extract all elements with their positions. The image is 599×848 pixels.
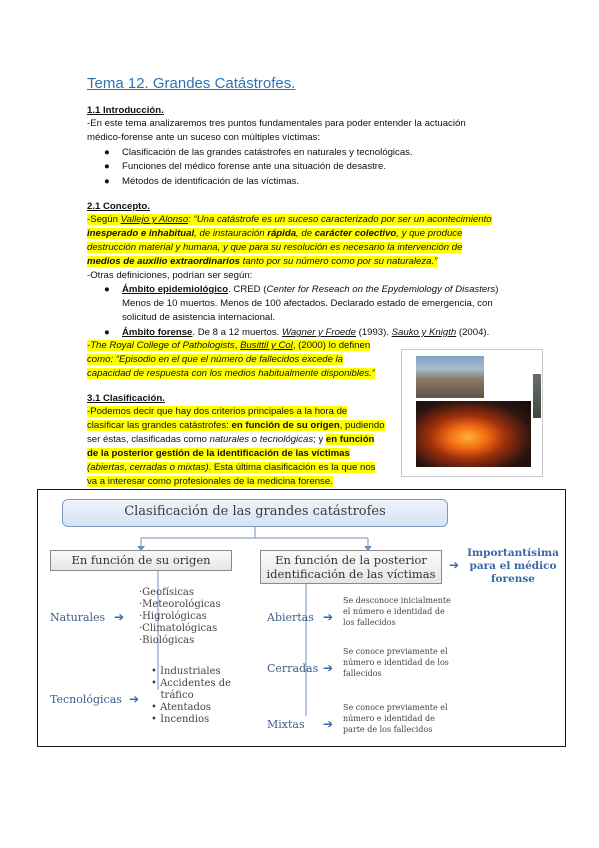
abiertas-label: Abiertas (267, 611, 314, 624)
author-citation: Sauko y Knigth (391, 327, 457, 338)
section-1-heading: 1.1 Introducción. (87, 105, 164, 116)
bullet-icon: ● (104, 161, 110, 172)
section-1-bullet: Clasificación de las grandes catástrofes en naturales y tecnológicas. (122, 147, 413, 158)
abiertas-description-line: los fallecidos (343, 618, 396, 627)
bullet-icon: ● (104, 327, 110, 338)
bullet-icon: ● (104, 147, 110, 158)
arrow-right-icon: ➔ (323, 610, 334, 624)
epidemiological-line3: solicitud de asistencia internacional. (122, 312, 276, 323)
section-1-paragraph-line2: médico-forense ante un suceso con múltiples víctimas: (87, 132, 321, 143)
naturales-item: ·Biológicas (139, 635, 195, 646)
naturales-item: ·Meteorológicas (139, 599, 221, 610)
mixtas-label: Mixtas (267, 718, 305, 731)
classification-line2 (87, 419, 385, 434)
section-3-heading: 3.1 Clasificación. (87, 393, 165, 404)
author-citation: Vallejo y Alonso (120, 214, 189, 225)
arrow-right-icon: ➔ (323, 717, 334, 731)
tecnologicas-item: • Accidentes de (151, 678, 232, 689)
classification-text: , pudiendo (339, 420, 385, 431)
classification-text: va a interesar como profesionales de la medicina forense. (87, 476, 333, 487)
definition-line3 (87, 241, 462, 256)
tecnologicas-item: • Incendios (151, 714, 210, 725)
author-citation: Busittil y Col (240, 340, 293, 351)
definition-keyword: medios de auxilio extraordinarios (87, 256, 241, 267)
mixtas-description-line: parte de los fallecidos (343, 725, 433, 734)
arrow-right-icon: ➔ (114, 610, 125, 624)
classification-text: ser éstas, clasificadas como (87, 434, 210, 445)
abiertas-description-line: el número e identidad de (343, 607, 445, 616)
tecnologicas-item: tráfico (151, 690, 194, 701)
identification-box-label-line1: En función de la posterior (275, 553, 427, 567)
other-definitions-intro: -Otras definiciones, podrían ser según: (87, 270, 253, 281)
classification-line5 (87, 461, 375, 476)
mixtas-description-line: número e identidad de (343, 714, 435, 723)
important-label-line3: forense (491, 573, 535, 585)
naturales-item: ·Higrológicas (139, 611, 207, 622)
volcano-photo (416, 401, 531, 467)
classification-text: tecnológicas (259, 434, 314, 445)
classification-text: ; y (313, 434, 326, 445)
classification-text: naturales (209, 434, 250, 445)
bullet-heading: Ámbito forense (122, 327, 193, 338)
classification-text: (abiertas, cerradas o mixtas) (87, 462, 209, 473)
royal-college-line3 (87, 367, 375, 382)
definition-text: , (234, 340, 241, 351)
disaster-photo-collage (401, 349, 543, 477)
classification-keyword: de la posterior gestión de la identificación de las víctimas (87, 448, 350, 459)
cerradas-description-line: fallecidos (343, 669, 382, 678)
arrow-right-icon: ➔ (323, 661, 334, 675)
classification-line4 (87, 447, 350, 462)
bullet-text: . CRED ( (228, 284, 267, 295)
classification-text: . Esta última clasificación es la que nos (208, 462, 376, 473)
mixtas-description-line: Se conoce previamente el (343, 703, 448, 712)
section-1-bullet: Funciones del médico forense ante una situación de desastre. (122, 161, 386, 172)
definition-text: como: “Episodio en el que el número de fallecidos excede la (87, 354, 343, 365)
section-1-bullet: Métodos de identificación de las víctimas. (122, 176, 300, 187)
definition-keyword: inesperado e inhabitual (87, 228, 195, 239)
definition-text: , y que produce (396, 228, 463, 239)
definition-keyword: carácter colectivo (314, 228, 397, 239)
bullet-text: (1993). (355, 327, 392, 338)
bullet-icon: ● (104, 284, 110, 295)
classification-keyword: en función (325, 434, 375, 445)
photo-gap (490, 356, 540, 374)
epidemiological-line2: Menos de 10 muertos. Menos de 100 afectados. Declarado estado de emergencia, con (122, 298, 493, 309)
cerradas-label: Cerradas (267, 662, 319, 675)
classification-keyword: en función de su origen (231, 420, 340, 431)
page-title: Tema 12. Grandes Catástrofes. (87, 75, 296, 92)
tecnologicas-item: • Industriales (151, 666, 221, 677)
definition-text: destrucción material y humana, y que para su resolución es necesario la intervención de (87, 242, 463, 253)
definition-text: , de instauración (194, 228, 268, 239)
bullet-heading: Ámbito epidemiológico (122, 284, 229, 295)
definition-text: tanto por su número como por su naturaleza.” (240, 256, 438, 267)
arrow-right-icon: ➔ (449, 558, 460, 572)
definition-text: -Según (87, 214, 121, 225)
classification-text: -Podemos decir que hay dos criterios principales a la hora de (87, 406, 348, 417)
important-label-line1: Importantísima (467, 547, 559, 559)
bullet-text: . De 8 a 12 muertos. (192, 327, 282, 338)
definition-text: -The Royal College of Pathologists (87, 340, 235, 351)
author-citation: Wagner y Froede (281, 327, 356, 338)
section-1-paragraph-line1: -En este tema analizaremos tres puntos fundamentales para poder entender la actuación (87, 118, 466, 129)
epidemiological-line1 (122, 283, 498, 298)
definition-line2 (87, 227, 462, 242)
definition-line4 (87, 255, 437, 270)
royal-college-line1 (87, 339, 370, 354)
naturales-item: ·Climatológicas (139, 623, 218, 634)
section-2-heading: 2.1 Concepto. (87, 201, 150, 212)
tecnologicas-item: • Atentados (151, 702, 212, 713)
definition-text: , de (296, 228, 315, 239)
bullet-icon: ● (104, 176, 110, 187)
arrow-right-icon: ➔ (129, 692, 140, 706)
origin-box-label: En función de su origen (71, 553, 211, 567)
tecnologicas-label: Tecnológicas (50, 693, 122, 706)
cerradas-description-line: Se conoce previamente el (343, 647, 448, 656)
definition-text: capacidad de respuesta con los medios habitualmente disponibles.” (87, 368, 375, 379)
cerradas-description-line: número e identidad de los (343, 658, 449, 667)
naturales-label: Naturales (50, 611, 106, 624)
classification-line6 (87, 475, 333, 490)
important-label-line2: para el médico (469, 560, 557, 572)
definition-text: : “Una catástrofe es un suceso caracterizado por ser un acontecimiento (188, 214, 492, 225)
classification-text: clasificar las grandes catástrofes: (87, 420, 232, 431)
bullet-text: Center for Reseach on the Epydemiology of Disasters (266, 284, 496, 295)
bullet-text: ) (495, 284, 499, 295)
bullet-text: (2004). (456, 327, 490, 338)
classification-line3 (87, 433, 374, 448)
diagram-title: Clasificación de las grandes catástrofes (124, 504, 386, 519)
definition-line1 (87, 213, 492, 228)
abiertas-description-line: Se desconoce inicialmente (343, 596, 451, 605)
classification-diagram (37, 489, 566, 747)
flood-photo (416, 356, 484, 398)
classification-text: o (249, 434, 260, 445)
royal-college-line2 (87, 353, 343, 368)
definition-text: , (2000) lo definen (292, 340, 371, 351)
definition-keyword: rápida (267, 228, 297, 239)
classification-line1 (87, 405, 347, 420)
train-crash-photo (533, 374, 541, 418)
identification-box-label-line2: identificación de las víctimas (266, 567, 436, 581)
naturales-item: ·Geofísicas (139, 587, 195, 598)
